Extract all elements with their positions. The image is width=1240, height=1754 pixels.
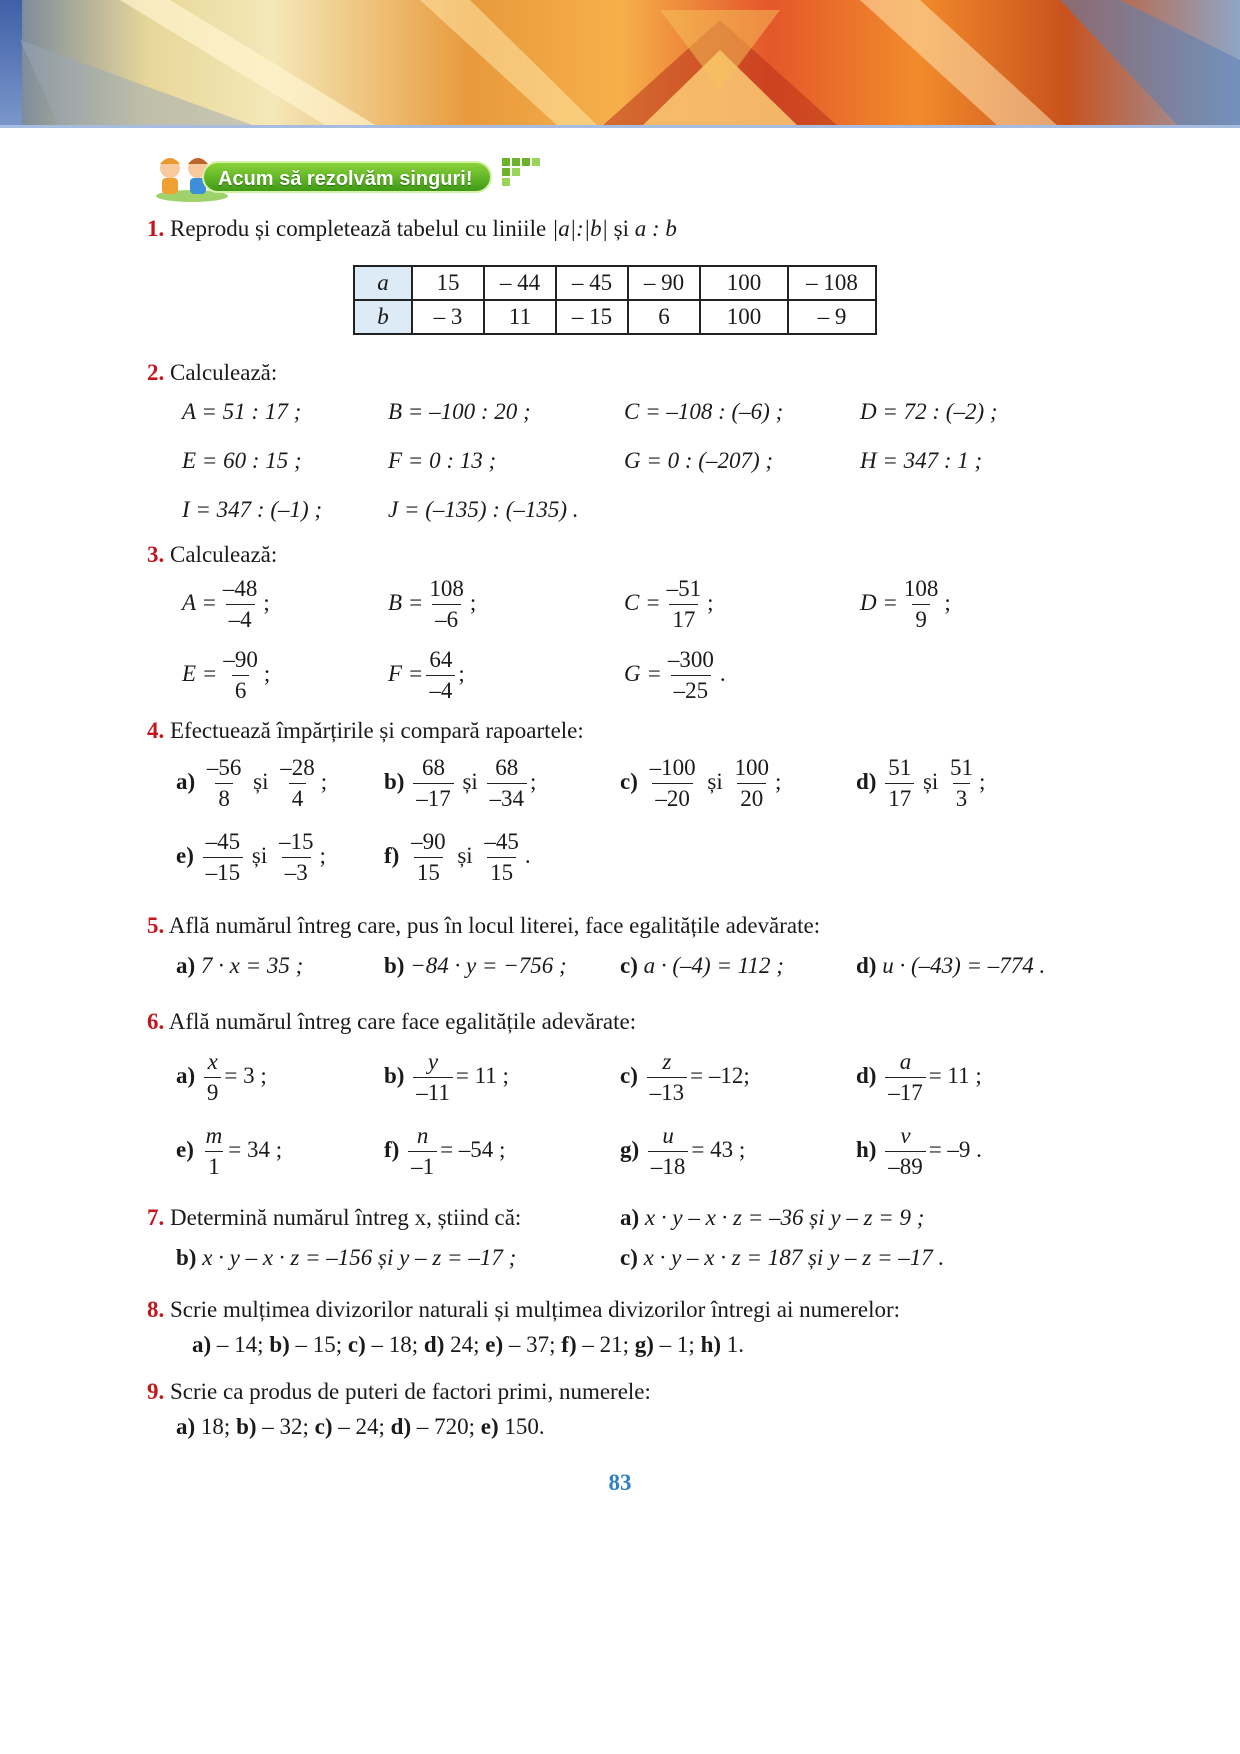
exercise-text: Efectuează împărțirile și compară rapoartele:: [170, 718, 584, 743]
exercise-2: [147, 360, 277, 386]
expression: H = 347 : 1 ;: [860, 448, 983, 473]
header-banner-photo: [0, 0, 1240, 128]
equation: b) x · y – x · z = –156 și y – z = –17 ;: [176, 1245, 517, 1270]
table-cell: – 108: [788, 266, 876, 300]
exercise-8: [147, 1297, 900, 1323]
exercise-1: [147, 216, 677, 242]
table-cell: – 45: [556, 266, 628, 300]
exercise-number: 6.: [147, 1009, 165, 1034]
fraction-equation: c) $\frac{z}{-13}$ = –12;: [620, 1047, 750, 1108]
table-cell: 100: [700, 300, 788, 334]
exercise-9: [147, 1379, 651, 1405]
table-cell: – 3: [412, 300, 484, 334]
exercise-text: Scrie ca produs de puteri de factori primi, numerele:: [170, 1379, 651, 1404]
table-cell: – 90: [628, 266, 700, 300]
expression: D = 72 : (–2) ;: [860, 399, 998, 424]
table-row: [354, 300, 876, 334]
fraction-comparison: c) $\frac{-100}{-20}$ și $\frac{100}{20}$ ;: [620, 753, 781, 814]
exercise-5: [147, 913, 820, 939]
expression: B = –100 : 20 ;: [388, 399, 531, 424]
fraction-comparison: a) $\frac{-56}{8}$ și $\frac{-28}{4}$ ;: [176, 753, 327, 814]
formula-abs: |a|:|b|: [551, 216, 608, 241]
exercise-number: 5.: [147, 913, 165, 938]
fraction-expression: E = $\frac{-90}{6}$ ;: [182, 645, 270, 706]
fraction-equation: h) $\frac{v}{-89}$ = –9 .: [856, 1121, 982, 1182]
fraction-expression: G = $\frac{-300}{-25}$ .: [624, 645, 726, 706]
exercise-6: [147, 1009, 636, 1035]
exercise-4: [147, 718, 584, 744]
expression: J = (–135) : (–135) .: [388, 497, 579, 522]
stairwell-illustration: [0, 0, 1240, 128]
page-number: 83: [608, 1470, 632, 1495]
exercise-text: Află numărul întreg care face egalitățile adevărate:: [168, 1009, 637, 1034]
row-head: b: [354, 300, 412, 334]
exercise-text: Calculează:: [170, 360, 278, 385]
exercise-text: Reprodu și completează tabelul cu liniile: [170, 216, 547, 241]
expression: E = 60 : 15 ;: [182, 448, 302, 473]
fraction-expression: C = $\frac{-51}{17}$ ;: [624, 574, 714, 635]
exercise-text: Calculează:: [170, 542, 278, 567]
grid-squares-icon: [502, 158, 544, 188]
equation: c) x · y – x · z = 187 și y – z = –17 .: [620, 1245, 945, 1270]
exercise-number: 8.: [147, 1297, 165, 1322]
exercise-number: 4.: [147, 718, 165, 743]
expression: I = 347 : (–1) ;: [182, 497, 323, 522]
expression: F = 0 : 13 ;: [388, 448, 497, 473]
table-cell: – 15: [556, 300, 628, 334]
fraction-comparison: b) $\frac{68}{-17}$ și $\frac{68}{-34}$ ;: [384, 753, 536, 814]
equation: c) a · (–4) = 112 ;: [620, 953, 784, 978]
fraction-equation: d) $\frac{a}{-17}$ = 11 ;: [856, 1047, 982, 1108]
table-cell: – 44: [484, 266, 556, 300]
table-cell: 11: [484, 300, 556, 334]
fraction-equation: b) $\frac{y}{-11}$ = 11 ;: [384, 1047, 509, 1108]
expression: C = –108 : (–6) ;: [624, 399, 784, 424]
fraction-expression: F = $\frac{64}{-4}$ ;: [388, 645, 465, 706]
fraction-expression: D = $\frac{108}{9}$ ;: [860, 574, 951, 635]
number-list: a) 18; b) – 32; c) – 24; d) – 720; e) 150.: [176, 1414, 545, 1439]
fraction-equation: e) $\frac{m}{1}$ = 34 ;: [176, 1121, 282, 1182]
fraction-comparison: f) $\frac{-90}{15}$ și $\frac{-45}{15}$ .: [384, 827, 531, 888]
expression: G = 0 : (–207) ;: [624, 448, 774, 473]
section-badge: [152, 152, 544, 202]
table-cell: – 9: [788, 300, 876, 334]
exercise-number: 1.: [147, 216, 165, 241]
exercise-number: 9.: [147, 1379, 165, 1404]
exercise-text: Află numărul întreg care, pus în locul literei, face egalitățile adevărate:: [168, 913, 821, 938]
exercise-number: 7.: [147, 1205, 165, 1230]
ab-table: [353, 265, 877, 335]
badge-label: Acum să rezolvăm singuri!: [202, 161, 492, 193]
exercise-number: 2.: [147, 360, 165, 385]
equation: d) u · (–43) = –774 .: [856, 953, 1046, 978]
exercise-number: 3.: [147, 542, 165, 567]
equation: b) −84 · y = −756 ;: [384, 953, 567, 978]
formula-div: a : b: [634, 216, 677, 241]
fraction-equation: a) $\frac{x}{9}$ = 3 ;: [176, 1047, 267, 1108]
fraction-equation: f) $\frac{n}{-1}$ = –54 ;: [384, 1121, 505, 1182]
fraction-expression: A = $\frac{-48}{-4}$ ;: [182, 574, 270, 635]
equation: a) 7 · x = 35 ;: [176, 953, 304, 978]
number-list: a) – 14; b) – 15; c) – 18; d) 24; e) – 37; f) – 21; g) – 1; h) 1.: [192, 1332, 745, 1357]
table-row: [354, 266, 876, 300]
conjunction: și: [613, 216, 629, 241]
table-cell: 100: [700, 266, 788, 300]
fraction-comparison: d) $\frac{51}{17}$ și $\frac{51}{3}$ ;: [856, 753, 985, 814]
exercise-text: Determină numărul întreg x, știind că:: [170, 1205, 522, 1230]
exercise-text: Scrie mulțimea divizorilor naturali și mulțimea divizorilor întregi ai numerelor:: [170, 1297, 901, 1322]
table-cell: 15: [412, 266, 484, 300]
expression: A = 51 : 17 ;: [182, 399, 302, 424]
banner-divider: [0, 125, 1240, 128]
fraction-comparison: e) $\frac{-45}{-15}$ și $\frac{-15}{-3}$ ;: [176, 827, 326, 888]
table-cell: 6: [628, 300, 700, 334]
fraction-expression: B = $\frac{108}{-6}$ ;: [388, 574, 476, 635]
exercise-7: [147, 1205, 521, 1231]
row-head: a: [354, 266, 412, 300]
equation: a) x · y – x · z = –36 și y – z = 9 ;: [620, 1205, 925, 1230]
fraction-equation: g) $\frac{u}{-18}$ = 43 ;: [620, 1121, 745, 1182]
exercise-3: [147, 542, 277, 568]
